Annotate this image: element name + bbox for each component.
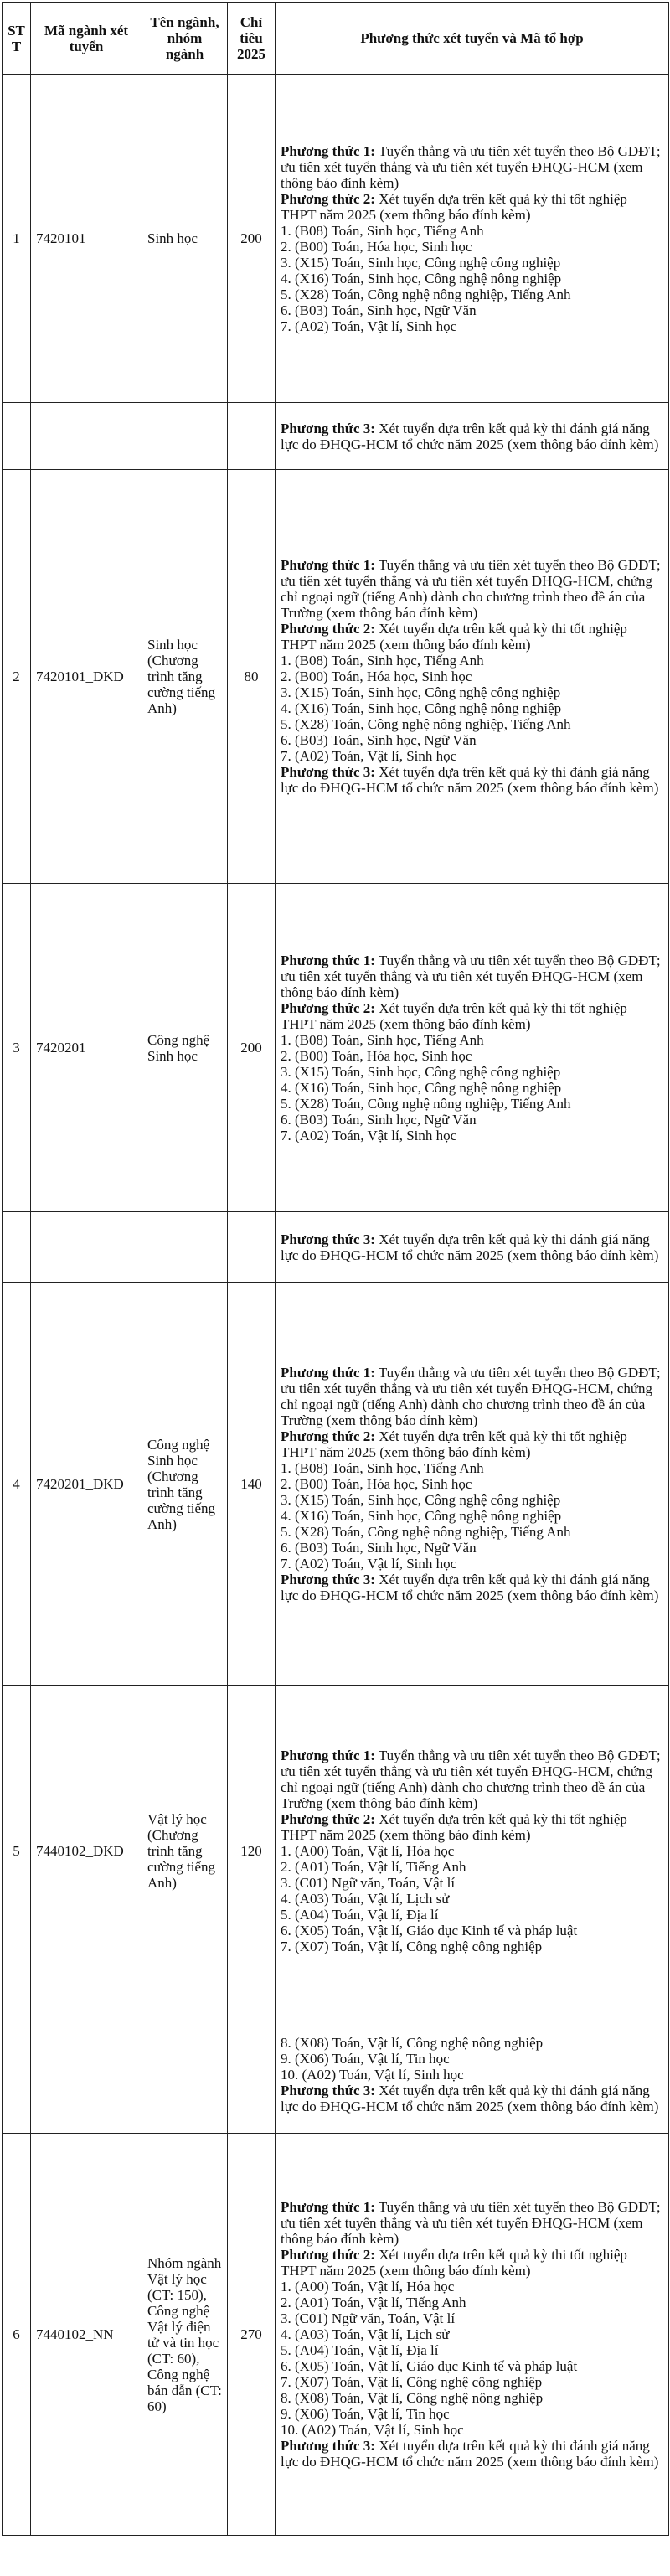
row-methods (276, 1686, 669, 2016)
row-stt: 6 (3, 2134, 31, 2536)
row-name: Vật lý học (Chương trình tăng cường tiếng Anh) (142, 1686, 228, 2016)
combo-item: 1. (A00) Toán, Vật lí, Hóa học (281, 1843, 455, 1859)
header-stt: STT (3, 3, 31, 75)
method-2-label: Phương thức 2: (281, 999, 375, 1016)
row-code: 7440102_NN (31, 2134, 142, 2536)
combo-item: 6. (X05) Toán, Vật lí, Giáo dục Kinh tế và pháp luật (281, 1923, 578, 1938)
method-3-text: Xét tuyển dựa trên kết quả kỳ thi đánh giá năng lực do ĐHQG-HCM tổ chức năm 2025 (xem thông báo đính kèm) (281, 420, 659, 452)
combo-item: 4. (X16) Toán, Sinh học, Công nghệ nông nghiệp (281, 1079, 562, 1096)
method-3-label: Phương thức 3: (281, 764, 375, 780)
combo-item: 2. (A01) Toán, Vật lí, Tiếng Anh (281, 1859, 466, 1875)
row-quota: 200 (228, 75, 276, 403)
combo-item: 5. (X28) Toán, Công nghệ nông nghiệp, Tiếng Anh (281, 1524, 571, 1540)
header-name: Tên ngành, nhóm ngành (142, 3, 228, 75)
row-name: Sinh học (Chương trình tăng cường tiếng Anh) (142, 470, 228, 884)
combo-item: 8. (X08) Toán, Vật lí, Công nghệ nông nghiệp (281, 2035, 544, 2051)
combo-item: 10. (A02) Toán, Vật lí, Sinh học (281, 2067, 464, 2083)
table-row-continuation (3, 1212, 669, 1283)
method-1-label: Phương thức 1: (281, 557, 375, 573)
combo-item: 2. (A01) Toán, Vật lí, Tiếng Anh (281, 2295, 466, 2310)
combo-item: 10. (A02) Toán, Vật lí, Sinh học (281, 2422, 464, 2438)
combo-item: 7. (A02) Toán, Vật lí, Sinh học (281, 317, 457, 334)
combo-item: 5. (X28) Toán, Công nghệ nông nghiệp, Tiếng Anh (281, 286, 571, 302)
row-quota: 80 (228, 470, 276, 884)
method-3-text: Xét tuyển dựa trên kết quả kỳ thi đánh giá năng lực do ĐHQG-HCM tổ chức năm 2025 (xem thông báo đính kèm) (281, 764, 659, 796)
method-2-text: Xét tuyển dựa trên kết quả kỳ thi tốt nghiệp THPT năm 2025 (xem thông báo đính kèm) (281, 2247, 627, 2279)
method-3-text: Xét tuyển dựa trên kết quả kỳ thi đánh giá năng lực do ĐHQG-HCM tổ chức năm 2025 (xem thông báo đính kèm) (281, 2438, 659, 2470)
combo-item: 3. (C01) Ngữ văn, Toán, Vật lí (281, 2310, 456, 2326)
combo-item: 2. (B00) Toán, Hóa học, Sinh học (281, 238, 472, 255)
method-3-text: Xét tuyển dựa trên kết quả kỳ thi đánh giá năng lực do ĐHQG-HCM tổ chức năm 2025 (xem thông báo đính kèm) (281, 1572, 659, 1603)
method-2-text: Xét tuyển dựa trên kết quả kỳ thi tốt nghiệp THPT năm 2025 (xem thông báo đính kèm) (281, 999, 627, 1032)
combo-item: 6. (B03) Toán, Sinh học, Ngữ Văn (281, 1540, 477, 1556)
method-2-text: Xét tuyển dựa trên kết quả kỳ thi tốt nghiệp THPT năm 2025 (xem thông báo đính kèm) (281, 1811, 627, 1843)
method-2-label: Phương thức 2: (281, 2247, 375, 2263)
row-name: Sinh học (142, 75, 228, 403)
combo-item: 9. (X06) Toán, Vật lí, Tin học (281, 2051, 450, 2067)
row-name: Nhóm ngành Vật lý học (CT: 150), Công nghệ Vật lý điện tử và tin học (CT: 60), Công nghệ bán dẫn (CT: 60) (142, 2134, 228, 2536)
row-methods (276, 1283, 669, 1686)
combo-item: 6. (X05) Toán, Vật lí, Giáo dục Kinh tế và pháp luật (281, 2358, 578, 2374)
table-row-continuation (3, 403, 669, 470)
method-3-label: Phương thức 3: (281, 420, 375, 436)
header-methods: Phương thức xét tuyển và Mã tổ hợp (276, 3, 669, 75)
combo-item: 4. (A03) Toán, Vật lí, Lịch sử (281, 1891, 450, 1907)
combo-item: 2. (B00) Toán, Hóa học, Sinh học (281, 1047, 472, 1064)
combo-item: 1. (B08) Toán, Sinh học, Tiếng Anh (281, 1031, 484, 1048)
combo-item: 6. (B03) Toán, Sinh học, Ngữ Văn (281, 1111, 477, 1128)
method-1-text: Tuyển thẳng và ưu tiên xét tuyển theo Bộ GDĐT; ưu tiên xét tuyển thẳng và ưu tiên xét tuyển ĐHQG-HCM (xem thông báo đính kèm) (281, 952, 661, 1000)
method-1-label: Phương thức 1: (281, 1747, 375, 1763)
row-code: 7420101 (31, 75, 142, 403)
method-3-text: Xét tuyển dựa trên kết quả kỳ thi đánh giá năng lực do ĐHQG-HCM tổ chức năm 2025 (xem thông báo đính kèm) (281, 2083, 659, 2114)
row-stt: 1 (3, 75, 31, 403)
combo-item: 8. (X08) Toán, Vật lí, Công nghệ nông nghiệp (281, 2390, 544, 2406)
table-row (3, 1686, 669, 2016)
table-row (3, 2134, 669, 2536)
combo-item: 3. (C01) Ngữ văn, Toán, Vật lí (281, 1875, 456, 1891)
combo-item: 3. (X15) Toán, Sinh học, Công nghệ công nghiệp (281, 254, 561, 271)
combo-item: 9. (X06) Toán, Vật lí, Tin học (281, 2406, 450, 2422)
row-stt: 5 (3, 1686, 31, 2016)
combo-item: 3. (X15) Toán, Sinh học, Công nghệ công nghiệp (281, 1063, 561, 1080)
combo-item: 1. (A00) Toán, Vật lí, Hóa học (281, 2279, 455, 2295)
method-1-label: Phương thức 1: (281, 952, 375, 968)
combo-item: 6. (B03) Toán, Sinh học, Ngữ Văn (281, 732, 477, 748)
method-2-label: Phương thức 2: (281, 621, 375, 637)
combo-item: 4. (A03) Toán, Vật lí, Lịch sử (281, 2326, 450, 2342)
header-code: Mã ngành xét tuyển (31, 3, 142, 75)
row-stt: 2 (3, 470, 31, 884)
row-stt: 3 (3, 884, 31, 1212)
table-row (3, 1283, 669, 1686)
method-2-label: Phương thức 2: (281, 1428, 375, 1444)
row-name: Công nghệ Sinh học (Chương trình tăng cường tiếng Anh) (142, 1283, 228, 1686)
combo-item: 3. (X15) Toán, Sinh học, Công nghệ công nghiệp (281, 684, 561, 700)
row-code: 7420201_DKD (31, 1283, 142, 1686)
table-row (3, 75, 669, 403)
combo-item: 4. (X16) Toán, Sinh học, Công nghệ nông nghiệp (281, 270, 562, 287)
method-2-text: Xét tuyển dựa trên kết quả kỳ thi tốt nghiệp THPT năm 2025 (xem thông báo đính kèm) (281, 190, 627, 223)
row-code: 7420201 (31, 884, 142, 1212)
method-3-label: Phương thức 3: (281, 2083, 375, 2098)
row-methods (276, 884, 669, 1212)
combo-item: 5. (X28) Toán, Công nghệ nông nghiệp, Tiếng Anh (281, 716, 571, 732)
method-2-text: Xét tuyển dựa trên kết quả kỳ thi tốt nghiệp THPT năm 2025 (xem thông báo đính kèm) (281, 621, 627, 653)
combo-item: 3. (X15) Toán, Sinh học, Công nghệ công nghiệp (281, 1492, 561, 1508)
row-quota: 140 (228, 1283, 276, 1686)
row-methods (276, 75, 669, 403)
row-quota: 200 (228, 884, 276, 1212)
combo-item: 1. (B08) Toán, Sinh học, Tiếng Anh (281, 653, 484, 669)
table-row-continuation (3, 2016, 669, 2134)
row-methods (276, 470, 669, 884)
method-1-label: Phương thức 1: (281, 1365, 375, 1381)
method-2-label: Phương thức 2: (281, 1811, 375, 1827)
combo-item: 6. (B03) Toán, Sinh học, Ngữ Văn (281, 302, 477, 318)
row-quota: 270 (228, 2134, 276, 2536)
method-2-text: Xét tuyển dựa trên kết quả kỳ thi tốt nghiệp THPT năm 2025 (xem thông báo đính kèm) (281, 1428, 627, 1460)
combo-item: 2. (B00) Toán, Hóa học, Sinh học (281, 1476, 472, 1492)
combo-item: 4. (X16) Toán, Sinh học, Công nghệ nông nghiệp (281, 700, 562, 716)
method-3-label: Phương thức 3: (281, 1231, 375, 1247)
combo-item: 5. (A04) Toán, Vật lí, Địa lí (281, 2342, 439, 2358)
combo-item: 7. (A02) Toán, Vật lí, Sinh học (281, 748, 457, 764)
table-row (3, 470, 669, 884)
method-3-label: Phương thức 3: (281, 1572, 375, 1587)
row-name: Công nghệ Sinh học (142, 884, 228, 1212)
row-quota: 120 (228, 1686, 276, 2016)
combo-item: 4. (X16) Toán, Sinh học, Công nghệ nông nghiệp (281, 1508, 562, 1524)
method-1-text: Tuyển thẳng và ưu tiên xét tuyển theo Bộ GDĐT; ưu tiên xét tuyển thẳng và ưu tiên xét tuyển ĐHQG-HCM, chứng chỉ ngoại ngữ (tiếng Anh) dành cho chương trình theo đề án của Trường (xem thông báo đính kèm) (281, 557, 661, 621)
admission-table (2, 2, 669, 2536)
header-quota: Chỉ tiêu 2025 (228, 3, 276, 75)
row-code: 7420101_DKD (31, 470, 142, 884)
row-stt: 4 (3, 1283, 31, 1686)
combo-item: 7. (A02) Toán, Vật lí, Sinh học (281, 1556, 457, 1572)
method-1-text: Tuyển thẳng và ưu tiên xét tuyển theo Bộ GDĐT; ưu tiên xét tuyển thẳng và ưu tiên xét tuyển ĐHQG-HCM (xem thông báo đính kèm) (281, 142, 661, 191)
row-methods (276, 403, 669, 470)
method-1-label: Phương thức 1: (281, 2199, 375, 2215)
method-1-text: Tuyển thẳng và ưu tiên xét tuyển theo Bộ GDĐT; ưu tiên xét tuyển thẳng và ưu tiên xét tuyển ĐHQG-HCM, chứng chỉ ngoại ngữ (tiếng Anh) dành cho chương trình theo đề án của Trường (xem thông báo đính kèm) (281, 1365, 661, 1428)
combo-item: 7. (A02) Toán, Vật lí, Sinh học (281, 1127, 457, 1143)
method-1-label: Phương thức 1: (281, 142, 375, 159)
method-1-text: Tuyển thẳng và ưu tiên xét tuyển theo Bộ GDĐT; ưu tiên xét tuyển thẳng và ưu tiên xét tuyển ĐHQG-HCM (xem thông báo đính kèm) (281, 2199, 661, 2247)
combo-item: 1. (B08) Toán, Sinh học, Tiếng Anh (281, 1460, 484, 1476)
method-1-text: Tuyển thẳng và ưu tiên xét tuyển theo Bộ GDĐT; ưu tiên xét tuyển thẳng và ưu tiên xét tuyển ĐHQG-HCM, chứng chỉ ngoại ngữ (tiếng Anh) dành cho chương trình theo đề án của Trường (xem thông báo đính kèm) (281, 1747, 661, 1811)
table-row (3, 884, 669, 1212)
combo-item: 7. (X07) Toán, Vật lí, Công nghệ công nghiệp (281, 2374, 543, 2390)
combo-item: 7. (X07) Toán, Vật lí, Công nghệ công nghiệp (281, 1938, 543, 1954)
combo-item: 5. (X28) Toán, Công nghệ nông nghiệp, Tiếng Anh (281, 1095, 571, 1112)
row-methods (276, 2016, 669, 2134)
method-3-label: Phương thức 3: (281, 2438, 375, 2454)
combo-item: 1. (B08) Toán, Sinh học, Tiếng Anh (281, 222, 484, 239)
combo-item: 5. (A04) Toán, Vật lí, Địa lí (281, 1907, 439, 1923)
method-3-text: Xét tuyển dựa trên kết quả kỳ thi đánh giá năng lực do ĐHQG-HCM tổ chức năm 2025 (xem thông báo đính kèm) (281, 1231, 659, 1263)
row-code: 7440102_DKD (31, 1686, 142, 2016)
row-methods (276, 2134, 669, 2536)
combo-item: 2. (B00) Toán, Hóa học, Sinh học (281, 669, 472, 684)
row-methods (276, 1212, 669, 1283)
method-2-label: Phương thức 2: (281, 190, 375, 207)
table-header-row (3, 3, 669, 75)
